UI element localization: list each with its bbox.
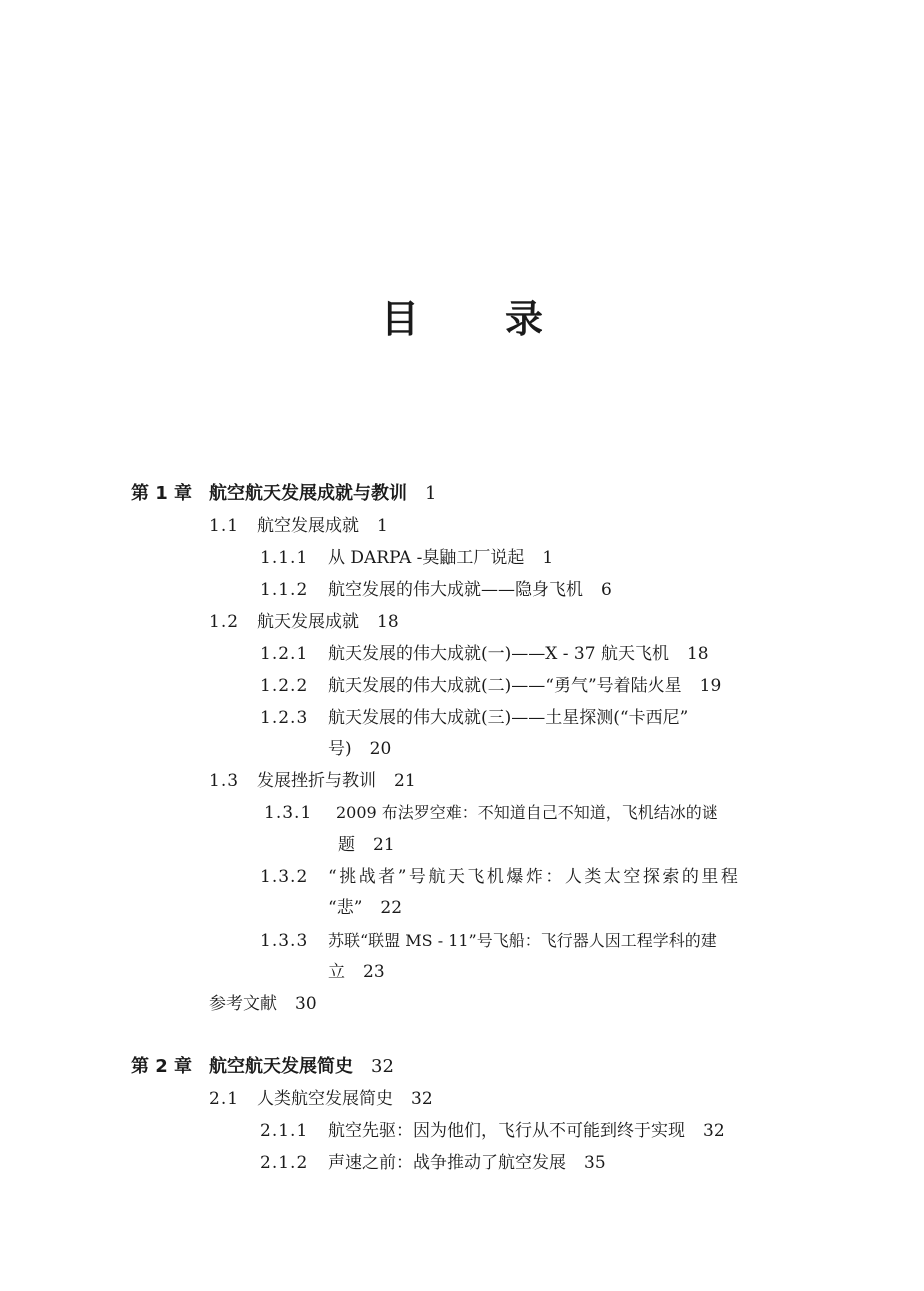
- page-number: 1: [542, 548, 554, 568]
- subsection-title: 苏联“联盟 MS - 11”号飞船：飞行器人因工程学科的建: [328, 931, 717, 950]
- subsection-number: 1.2.3: [260, 708, 309, 728]
- page-number: 1: [377, 516, 388, 536]
- section-number: 2.1: [209, 1089, 240, 1109]
- toc-subsection-2-1-2[interactable]: [260, 1151, 606, 1175]
- subsection-title: 航空发展的伟大成就——隐身飞机: [328, 580, 583, 600]
- page-number: 6: [601, 580, 612, 600]
- subsection-number: 1.2.1: [260, 644, 309, 664]
- section-title: 航空发展成就: [257, 516, 359, 536]
- subsection-number: 2.1.2: [260, 1153, 309, 1173]
- subsection-title-cont: 题: [338, 835, 355, 855]
- subsection-title: 航空先驱：因为他们，飞行从不可能到终于实现: [328, 1121, 685, 1141]
- toc-subsection-1-1-2[interactable]: [260, 578, 612, 602]
- toc-section-1-3[interactable]: [209, 769, 416, 793]
- toc-subsection-1-3-1[interactable]: [264, 801, 718, 825]
- toc-references-1[interactable]: [209, 992, 317, 1016]
- toc-subsection-1-2-3-cont[interactable]: [328, 737, 391, 761]
- page-number: 23: [363, 962, 385, 982]
- toc-subsection-1-2-1[interactable]: [260, 642, 709, 666]
- subsection-title: 航天发展的伟大成就(一)——X - 37 航天飞机: [328, 644, 669, 664]
- section-title: 发展挫折与教训: [257, 771, 376, 791]
- chapter-label: 第 2 章: [131, 1056, 193, 1077]
- subsection-title-cont: 立: [328, 962, 345, 982]
- page-number: 32: [703, 1121, 725, 1141]
- subsection-title: 航天发展的伟大成就(三)——土星探测(“卡西尼”: [328, 708, 689, 728]
- subsection-title-cont: 号): [328, 739, 352, 759]
- subsection-number: 1.1.2: [260, 580, 309, 600]
- toc-subsection-1-3-2-cont[interactable]: [328, 896, 402, 920]
- toc-section-1-1[interactable]: [209, 514, 388, 538]
- page-number: 18: [686, 644, 709, 664]
- toc-subsection-1-2-3[interactable]: [260, 706, 688, 730]
- page-number: 22: [380, 898, 403, 918]
- subsection-title: 航天发展的伟大成就(二)——“勇气”号着陆火星: [328, 676, 682, 696]
- page-number: 32: [411, 1089, 433, 1109]
- toc-chapter-1[interactable]: [131, 482, 436, 506]
- toc-chapter-2[interactable]: [131, 1055, 394, 1079]
- subsection-number: 1.2.2: [260, 676, 309, 696]
- section-number: 1.2: [209, 612, 240, 632]
- page-number: 21: [394, 771, 416, 791]
- subsection-title: “挑战者”号航天飞机爆炸：人类太空探索的里程: [328, 867, 741, 887]
- page-number: 18: [377, 612, 399, 632]
- page-number: 19: [699, 676, 722, 696]
- chapter-title: 航空航天发展成就与教训: [209, 483, 407, 504]
- page-number: 30: [295, 994, 317, 1014]
- page-number: 35: [584, 1153, 606, 1173]
- toc-subsection-2-1-1[interactable]: [260, 1119, 725, 1143]
- toc-subsection-1-3-2[interactable]: [260, 865, 740, 889]
- subsection-title-cont: “悲”: [328, 898, 363, 918]
- toc-subsection-1-2-2[interactable]: [260, 674, 721, 698]
- toc-section-1-2[interactable]: [209, 610, 399, 634]
- toc-section-2-1[interactable]: [209, 1087, 433, 1111]
- section-number: 1.1: [209, 516, 240, 536]
- toc-subsection-1-3-3-cont[interactable]: [328, 960, 385, 984]
- toc-subsection-1-3-3[interactable]: [260, 929, 717, 953]
- chapter-title: 航空航天发展简史: [209, 1056, 353, 1077]
- page-number: 1: [425, 483, 437, 504]
- subsection-title: 2009 布法罗空难：不知道自己不知道，飞机结冰的谜: [336, 803, 718, 822]
- section-title: 航天发展成就: [257, 612, 359, 632]
- subsection-number: 1.3.3: [260, 931, 309, 951]
- title-char-2: 录: [505, 297, 544, 341]
- page-title: [0, 292, 924, 346]
- section-title: 人类航空发展简史: [257, 1089, 393, 1109]
- toc-subsection-1-1-1[interactable]: [260, 546, 553, 570]
- subsection-number: 1.1.1: [260, 548, 309, 568]
- subsection-title: 声速之前：战争推动了航空发展: [328, 1153, 566, 1173]
- page-number: 21: [373, 835, 395, 855]
- toc-subsection-1-3-1-cont[interactable]: [338, 833, 395, 857]
- subsection-title: 从 DARPA -臭鼬工厂说起: [328, 548, 525, 568]
- page-number: 32: [371, 1056, 394, 1077]
- references-title: 参考文献: [209, 994, 277, 1014]
- page-number: 20: [369, 739, 392, 759]
- subsection-number: 2.1.1: [260, 1121, 309, 1141]
- subsection-number: 1.3.2: [260, 867, 309, 887]
- title-char-1: 目: [380, 297, 419, 341]
- subsection-number: 1.3.1: [264, 803, 313, 823]
- section-number: 1.3: [209, 771, 240, 791]
- chapter-label: 第 1 章: [131, 483, 193, 504]
